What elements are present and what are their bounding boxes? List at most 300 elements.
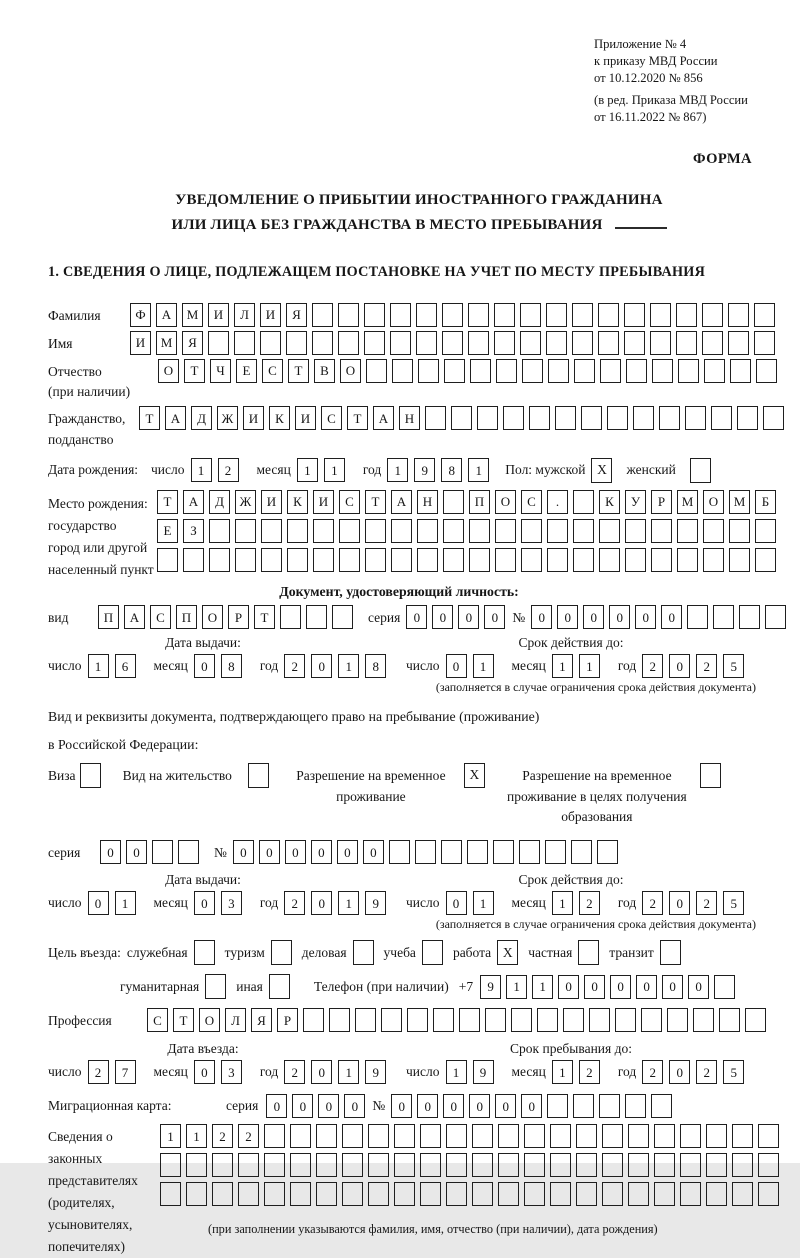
char-cell[interactable]: Р <box>228 605 249 629</box>
char-cell[interactable] <box>446 1182 467 1206</box>
char-cell[interactable] <box>420 1153 441 1177</box>
char-cell[interactable] <box>391 519 412 543</box>
char-cell[interactable] <box>160 1182 181 1206</box>
char-cell[interactable] <box>433 1008 454 1032</box>
char-cell[interactable]: 0 <box>636 975 657 999</box>
char-cell[interactable] <box>546 303 567 327</box>
char-cell[interactable] <box>576 1153 597 1177</box>
char-cell[interactable] <box>446 1124 467 1148</box>
char-cell[interactable] <box>446 1153 467 1177</box>
char-cell[interactable]: О <box>199 1008 220 1032</box>
char-cell[interactable] <box>659 406 680 430</box>
char-cell[interactable]: Д <box>209 490 230 514</box>
char-cell[interactable] <box>498 1153 519 1177</box>
char-cell[interactable] <box>290 1124 311 1148</box>
char-cell[interactable] <box>654 1182 675 1206</box>
char-cell[interactable]: 9 <box>480 975 501 999</box>
char-cell[interactable] <box>599 548 620 572</box>
char-cell[interactable] <box>756 359 777 383</box>
char-cell[interactable]: И <box>295 406 316 430</box>
char-cell[interactable]: М <box>729 490 750 514</box>
date-cell[interactable]: 9 <box>365 891 386 915</box>
char-cell[interactable]: Б <box>755 490 776 514</box>
char-cell[interactable]: И <box>260 303 281 327</box>
char-cell[interactable]: 0 <box>635 605 656 629</box>
char-cell[interactable] <box>444 359 465 383</box>
char-cell[interactable] <box>368 1153 389 1177</box>
char-cell[interactable] <box>555 406 576 430</box>
date-cell[interactable]: 0 <box>311 654 332 678</box>
char-cell[interactable]: Д <box>191 406 212 430</box>
char-cell[interactable] <box>472 1153 493 1177</box>
char-cell[interactable]: 0 <box>100 840 121 864</box>
char-cell[interactable] <box>571 840 592 864</box>
char-cell[interactable]: Ф <box>130 303 151 327</box>
char-cell[interactable] <box>545 840 566 864</box>
char-cell[interactable] <box>152 840 173 864</box>
char-cell[interactable] <box>732 1153 753 1177</box>
date-cell[interactable]: 2 <box>696 1060 717 1084</box>
date-cell[interactable]: 1 <box>579 654 600 678</box>
char-cell[interactable]: Н <box>417 490 438 514</box>
char-cell[interactable] <box>600 359 621 383</box>
char-cell[interactable] <box>186 1153 207 1177</box>
char-cell[interactable]: С <box>262 359 283 383</box>
char-cell[interactable]: Е <box>236 359 257 383</box>
char-cell[interactable] <box>238 1182 259 1206</box>
char-cell[interactable] <box>389 840 410 864</box>
char-cell[interactable] <box>160 1153 181 1177</box>
date-cell[interactable]: 5 <box>723 891 744 915</box>
char-cell[interactable] <box>589 1008 610 1032</box>
char-cell[interactable] <box>755 519 776 543</box>
char-cell[interactable] <box>702 303 723 327</box>
char-cell[interactable]: 1 <box>506 975 527 999</box>
char-cell[interactable] <box>625 548 646 572</box>
char-cell[interactable]: 0 <box>458 605 479 629</box>
date-cell[interactable]: 2 <box>284 1060 305 1084</box>
char-cell[interactable] <box>238 1153 259 1177</box>
char-cell[interactable] <box>469 519 490 543</box>
char-cell[interactable] <box>368 1124 389 1148</box>
char-cell[interactable]: 0 <box>557 605 578 629</box>
date-cell[interactable]: 3 <box>221 891 242 915</box>
char-cell[interactable] <box>390 331 411 355</box>
date-cell[interactable]: 9 <box>414 458 435 482</box>
date-cell[interactable]: 1 <box>473 654 494 678</box>
char-cell[interactable] <box>287 519 308 543</box>
char-cell[interactable] <box>529 406 550 430</box>
char-cell[interactable] <box>342 1182 363 1206</box>
char-cell[interactable] <box>519 840 540 864</box>
char-cell[interactable]: И <box>130 331 151 355</box>
char-cell[interactable] <box>468 303 489 327</box>
char-cell[interactable] <box>493 840 514 864</box>
char-cell[interactable]: Т <box>254 605 275 629</box>
char-cell[interactable] <box>602 1182 623 1206</box>
option-checkbox[interactable] <box>353 940 374 965</box>
char-cell[interactable] <box>547 548 568 572</box>
char-cell[interactable]: 0 <box>266 1094 287 1118</box>
char-cell[interactable]: 0 <box>558 975 579 999</box>
char-cell[interactable]: А <box>124 605 145 629</box>
char-cell[interactable] <box>235 548 256 572</box>
char-cell[interactable] <box>417 519 438 543</box>
char-cell[interactable] <box>186 1182 207 1206</box>
char-cell[interactable] <box>467 840 488 864</box>
char-cell[interactable] <box>339 519 360 543</box>
char-cell[interactable] <box>573 548 594 572</box>
sex-male-checkbox[interactable]: X <box>591 458 612 483</box>
char-cell[interactable]: О <box>340 359 361 383</box>
char-cell[interactable] <box>312 331 333 355</box>
char-cell[interactable] <box>511 1008 532 1032</box>
char-cell[interactable] <box>441 840 462 864</box>
char-cell[interactable] <box>576 1124 597 1148</box>
char-cell[interactable] <box>261 519 282 543</box>
char-cell[interactable] <box>711 406 732 430</box>
char-cell[interactable] <box>420 1182 441 1206</box>
char-cell[interactable] <box>365 548 386 572</box>
char-cell[interactable] <box>706 1182 727 1206</box>
char-cell[interactable]: Т <box>184 359 205 383</box>
date-cell[interactable]: 7 <box>115 1060 136 1084</box>
char-cell[interactable]: С <box>521 490 542 514</box>
date-cell[interactable]: 1 <box>473 891 494 915</box>
char-cell[interactable]: Т <box>365 490 386 514</box>
char-cell[interactable] <box>290 1153 311 1177</box>
option-checkbox[interactable] <box>194 940 215 965</box>
char-cell[interactable] <box>693 1008 714 1032</box>
date-cell[interactable]: 1 <box>338 654 359 678</box>
char-cell[interactable] <box>598 303 619 327</box>
char-cell[interactable] <box>313 519 334 543</box>
char-cell[interactable]: 0 <box>662 975 683 999</box>
char-cell[interactable]: 0 <box>495 1094 516 1118</box>
char-cell[interactable] <box>522 359 543 383</box>
char-cell[interactable] <box>212 1182 233 1206</box>
char-cell[interactable]: А <box>183 490 204 514</box>
char-cell[interactable]: 1 <box>532 975 553 999</box>
char-cell[interactable] <box>651 548 672 572</box>
char-cell[interactable] <box>615 1008 636 1032</box>
option-checkbox[interactable] <box>578 940 599 965</box>
char-cell[interactable] <box>524 1153 545 1177</box>
char-cell[interactable]: Я <box>251 1008 272 1032</box>
date-cell[interactable]: 1 <box>446 1060 467 1084</box>
char-cell[interactable] <box>209 548 230 572</box>
char-cell[interactable]: 0 <box>609 605 630 629</box>
date-cell[interactable]: 1 <box>468 458 489 482</box>
date-cell[interactable]: 8 <box>221 654 242 678</box>
char-cell[interactable] <box>443 490 464 514</box>
char-cell[interactable] <box>599 1094 620 1118</box>
char-cell[interactable]: 0 <box>661 605 682 629</box>
char-cell[interactable]: П <box>98 605 119 629</box>
char-cell[interactable]: С <box>147 1008 168 1032</box>
char-cell[interactable] <box>550 1153 571 1177</box>
date-cell[interactable]: 0 <box>194 1060 215 1084</box>
char-cell[interactable] <box>537 1008 558 1032</box>
char-cell[interactable] <box>306 605 327 629</box>
char-cell[interactable] <box>469 548 490 572</box>
char-cell[interactable] <box>520 331 541 355</box>
char-cell[interactable]: М <box>156 331 177 355</box>
char-cell[interactable] <box>573 490 594 514</box>
date-cell[interactable]: 1 <box>552 891 573 915</box>
char-cell[interactable] <box>342 1153 363 1177</box>
char-cell[interactable] <box>548 359 569 383</box>
char-cell[interactable]: И <box>313 490 334 514</box>
char-cell[interactable] <box>550 1182 571 1206</box>
char-cell[interactable] <box>758 1153 779 1177</box>
char-cell[interactable] <box>730 359 751 383</box>
char-cell[interactable] <box>472 1124 493 1148</box>
option-checkbox[interactable] <box>422 940 443 965</box>
char-cell[interactable] <box>495 548 516 572</box>
date-cell[interactable]: 8 <box>441 458 462 482</box>
char-cell[interactable] <box>416 331 437 355</box>
char-cell[interactable] <box>739 605 760 629</box>
char-cell[interactable] <box>391 548 412 572</box>
char-cell[interactable] <box>677 548 698 572</box>
char-cell[interactable] <box>680 1182 701 1206</box>
char-cell[interactable] <box>366 359 387 383</box>
char-cell[interactable]: 0 <box>337 840 358 864</box>
visa-checkbox[interactable] <box>80 763 101 788</box>
char-cell[interactable] <box>355 1008 376 1032</box>
char-cell[interactable]: 0 <box>484 605 505 629</box>
option-checkbox[interactable] <box>271 940 292 965</box>
char-cell[interactable]: Т <box>157 490 178 514</box>
char-cell[interactable]: М <box>677 490 698 514</box>
char-cell[interactable]: И <box>243 406 264 430</box>
char-cell[interactable] <box>547 1094 568 1118</box>
char-cell[interactable]: 0 <box>311 840 332 864</box>
char-cell[interactable] <box>485 1008 506 1032</box>
date-cell[interactable]: 1 <box>191 458 212 482</box>
char-cell[interactable] <box>443 519 464 543</box>
char-cell[interactable]: Т <box>288 359 309 383</box>
char-cell[interactable] <box>498 1124 519 1148</box>
char-cell[interactable] <box>714 975 735 999</box>
char-cell[interactable]: 0 <box>126 840 147 864</box>
char-cell[interactable] <box>676 331 697 355</box>
char-cell[interactable]: И <box>208 303 229 327</box>
temp-residence-education-checkbox[interactable] <box>700 763 721 788</box>
char-cell[interactable] <box>728 303 749 327</box>
date-cell[interactable]: 6 <box>115 654 136 678</box>
char-cell[interactable]: Ж <box>235 490 256 514</box>
char-cell[interactable] <box>521 548 542 572</box>
char-cell[interactable]: 0 <box>584 975 605 999</box>
char-cell[interactable]: О <box>495 490 516 514</box>
char-cell[interactable]: 0 <box>688 975 709 999</box>
char-cell[interactable] <box>208 331 229 355</box>
char-cell[interactable]: Т <box>173 1008 194 1032</box>
char-cell[interactable] <box>628 1153 649 1177</box>
char-cell[interactable]: К <box>269 406 290 430</box>
char-cell[interactable] <box>763 406 784 430</box>
char-cell[interactable]: А <box>391 490 412 514</box>
char-cell[interactable] <box>264 1182 285 1206</box>
date-cell[interactable]: 0 <box>669 1060 690 1084</box>
char-cell[interactable] <box>745 1008 766 1032</box>
char-cell[interactable]: Н <box>399 406 420 430</box>
char-cell[interactable] <box>209 519 230 543</box>
char-cell[interactable] <box>728 331 749 355</box>
char-cell[interactable]: . <box>547 490 568 514</box>
char-cell[interactable] <box>680 1124 701 1148</box>
char-cell[interactable] <box>719 1008 740 1032</box>
date-cell[interactable]: 0 <box>88 891 109 915</box>
char-cell[interactable] <box>451 406 472 430</box>
option-checkbox[interactable] <box>660 940 681 965</box>
char-cell[interactable] <box>702 331 723 355</box>
char-cell[interactable]: П <box>176 605 197 629</box>
char-cell[interactable] <box>626 359 647 383</box>
char-cell[interactable] <box>677 519 698 543</box>
char-cell[interactable]: 0 <box>521 1094 542 1118</box>
char-cell[interactable]: К <box>599 490 620 514</box>
char-cell[interactable] <box>599 519 620 543</box>
char-cell[interactable] <box>706 1153 727 1177</box>
residence-permit-checkbox[interactable] <box>248 763 269 788</box>
char-cell[interactable] <box>650 331 671 355</box>
char-cell[interactable] <box>624 331 645 355</box>
char-cell[interactable] <box>316 1153 337 1177</box>
char-cell[interactable]: 1 <box>186 1124 207 1148</box>
char-cell[interactable] <box>420 1124 441 1148</box>
char-cell[interactable] <box>703 548 724 572</box>
char-cell[interactable] <box>394 1124 415 1148</box>
char-cell[interactable]: П <box>469 490 490 514</box>
char-cell[interactable] <box>633 406 654 430</box>
char-cell[interactable] <box>494 303 515 327</box>
char-cell[interactable] <box>264 1153 285 1177</box>
char-cell[interactable]: 0 <box>391 1094 412 1118</box>
char-cell[interactable] <box>316 1124 337 1148</box>
char-cell[interactable] <box>628 1124 649 1148</box>
char-cell[interactable] <box>704 359 725 383</box>
char-cell[interactable] <box>416 303 437 327</box>
char-cell[interactable] <box>303 1008 324 1032</box>
char-cell[interactable] <box>392 359 413 383</box>
char-cell[interactable] <box>703 519 724 543</box>
char-cell[interactable] <box>212 1153 233 1177</box>
date-cell[interactable]: 1 <box>387 458 408 482</box>
char-cell[interactable] <box>687 605 708 629</box>
char-cell[interactable] <box>442 303 463 327</box>
date-cell[interactable]: 1 <box>338 891 359 915</box>
char-cell[interactable] <box>628 1182 649 1206</box>
char-cell[interactable] <box>625 519 646 543</box>
char-cell[interactable]: О <box>202 605 223 629</box>
char-cell[interactable] <box>680 1153 701 1177</box>
char-cell[interactable]: 1 <box>160 1124 181 1148</box>
char-cell[interactable]: И <box>261 490 282 514</box>
char-cell[interactable] <box>425 406 446 430</box>
char-cell[interactable]: 0 <box>469 1094 490 1118</box>
char-cell[interactable] <box>758 1182 779 1206</box>
date-cell[interactable]: 5 <box>723 654 744 678</box>
char-cell[interactable] <box>573 1094 594 1118</box>
char-cell[interactable] <box>607 406 628 430</box>
char-cell[interactable] <box>546 331 567 355</box>
date-cell[interactable]: 0 <box>446 654 467 678</box>
char-cell[interactable] <box>652 359 673 383</box>
char-cell[interactable] <box>364 303 385 327</box>
char-cell[interactable] <box>581 406 602 430</box>
char-cell[interactable] <box>732 1124 753 1148</box>
char-cell[interactable]: Р <box>277 1008 298 1032</box>
char-cell[interactable] <box>312 303 333 327</box>
char-cell[interactable] <box>651 519 672 543</box>
char-cell[interactable] <box>394 1153 415 1177</box>
char-cell[interactable] <box>576 1182 597 1206</box>
char-cell[interactable] <box>342 1124 363 1148</box>
sex-female-checkbox[interactable] <box>690 458 711 483</box>
char-cell[interactable]: Л <box>234 303 255 327</box>
char-cell[interactable] <box>468 331 489 355</box>
char-cell[interactable]: М <box>182 303 203 327</box>
char-cell[interactable] <box>183 548 204 572</box>
char-cell[interactable]: З <box>183 519 204 543</box>
char-cell[interactable]: С <box>339 490 360 514</box>
date-cell[interactable]: 8 <box>365 654 386 678</box>
char-cell[interactable] <box>260 331 281 355</box>
date-cell[interactable]: 0 <box>194 654 215 678</box>
char-cell[interactable] <box>598 331 619 355</box>
date-cell[interactable]: 1 <box>552 1060 573 1084</box>
char-cell[interactable]: С <box>150 605 171 629</box>
char-cell[interactable] <box>459 1008 480 1032</box>
char-cell[interactable] <box>364 331 385 355</box>
char-cell[interactable] <box>597 840 618 864</box>
char-cell[interactable] <box>332 605 353 629</box>
char-cell[interactable] <box>654 1124 675 1148</box>
date-cell[interactable]: 3 <box>221 1060 242 1084</box>
char-cell[interactable] <box>755 548 776 572</box>
char-cell[interactable]: 0 <box>292 1094 313 1118</box>
char-cell[interactable]: А <box>165 406 186 430</box>
char-cell[interactable] <box>472 1182 493 1206</box>
char-cell[interactable] <box>407 1008 428 1032</box>
date-cell[interactable]: 1 <box>115 891 136 915</box>
char-cell[interactable] <box>685 406 706 430</box>
char-cell[interactable] <box>418 359 439 383</box>
date-cell[interactable]: 1 <box>297 458 318 482</box>
char-cell[interactable] <box>503 406 524 430</box>
char-cell[interactable] <box>706 1124 727 1148</box>
char-cell[interactable] <box>477 406 498 430</box>
char-cell[interactable] <box>651 1094 672 1118</box>
char-cell[interactable]: В <box>314 359 335 383</box>
date-cell[interactable]: 0 <box>311 891 332 915</box>
char-cell[interactable] <box>732 1182 753 1206</box>
char-cell[interactable] <box>261 548 282 572</box>
char-cell[interactable] <box>572 303 593 327</box>
char-cell[interactable] <box>338 331 359 355</box>
temp-residence-checkbox[interactable]: X <box>464 763 485 788</box>
date-cell[interactable]: 2 <box>284 891 305 915</box>
char-cell[interactable] <box>394 1182 415 1206</box>
date-cell[interactable]: 0 <box>446 891 467 915</box>
char-cell[interactable] <box>650 303 671 327</box>
date-cell[interactable]: 0 <box>669 654 690 678</box>
char-cell[interactable] <box>280 605 301 629</box>
char-cell[interactable] <box>754 331 775 355</box>
